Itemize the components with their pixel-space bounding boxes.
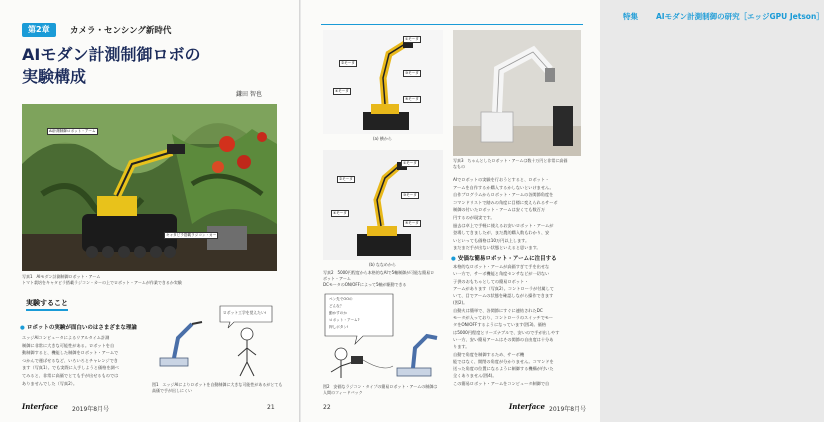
photo2-caption-line3: DCモータのON/OFFによって5軸が駆動できる bbox=[323, 282, 407, 287]
photo2b-label: ④モータ bbox=[333, 211, 347, 215]
body-line: ります。 bbox=[453, 344, 470, 350]
chapter-badge: 第2章 bbox=[22, 23, 56, 37]
body-line: (図2)。 bbox=[453, 300, 468, 306]
body-line: 制御に非常に大きな可能性がある。ロボットを自 bbox=[22, 342, 115, 348]
photo3-caption-line2: なもの bbox=[453, 164, 465, 169]
photo2a-label: ②モータ bbox=[341, 61, 355, 65]
photo1-callout-arm: AI計測制御ロボット・アーム bbox=[49, 129, 96, 133]
author-name: 鎌田 智也 bbox=[236, 91, 262, 98]
body-line: てみると、非常に高価でとても手が出せるものでは bbox=[22, 372, 119, 378]
article-title-line2: 実験構成 bbox=[22, 67, 87, 86]
figure2-speech-line: ロボット・アーム? bbox=[329, 318, 360, 322]
figure1-speech: ロボット工学を覚えたい! bbox=[223, 310, 267, 315]
photo2a-side-view bbox=[323, 30, 443, 134]
photo2-caption-line2: ボット・アーム bbox=[323, 276, 351, 281]
photo2a-drawing bbox=[323, 30, 443, 134]
photo2b-label: ①モータ bbox=[403, 161, 417, 165]
body-line: タをON/OFFするようになっています(図3)。価格 bbox=[453, 322, 547, 328]
body-line: 過去は卓上で手軽に使えるお安いロボット・アームが bbox=[453, 222, 554, 228]
body-line: 全くありません(図4)。 bbox=[453, 373, 497, 379]
figure2-caption-line2: 人間のフィードバック bbox=[323, 390, 363, 395]
body-line: は5000円程度とリーズナブルで、安いので手が出しやす bbox=[453, 329, 560, 335]
photo2a-label: ①モータ bbox=[405, 37, 419, 41]
body-line: アームを自作するか購入するかしないといけません。 bbox=[453, 184, 554, 190]
body-line: 子供のおもちゃとしての簡易ロボット・ bbox=[453, 278, 529, 284]
body-line: 自動火は簡単で、各関節にすぐに連結されたDC bbox=[453, 307, 543, 313]
footer-brand: Interface bbox=[509, 402, 546, 411]
figure2-illustration bbox=[323, 292, 445, 382]
robot-tomato-photo bbox=[22, 104, 277, 271]
footer-date: 2019年8月号 bbox=[72, 406, 110, 413]
body-line: 制御の付いたロボット・アームは安くても数百万 bbox=[453, 207, 546, 213]
photo2-caption-line1: 写真2 5000円程度から本格的なAIで5軸制御が可能な簡易ロ bbox=[323, 270, 435, 275]
photo2a-caption: (a) 横から bbox=[373, 136, 392, 141]
body-line: いといっても価格は10万円以上します。 bbox=[453, 237, 530, 243]
footer-date: 2019年8月号 bbox=[549, 406, 587, 413]
body-line: 登場してきましたが、まだ農的購入数もわかり、安 bbox=[453, 230, 550, 236]
body-line: エッジAIコンピュータによるリアルタイム計測 bbox=[22, 335, 110, 340]
photo3-caption-line1: 写真3 ちゃんとしたロボット・アームは数十万円と非常に高価 bbox=[453, 158, 568, 163]
body-line: ありませんでした（写真2）。 bbox=[22, 380, 78, 386]
figure2-speech-line: どんな？ bbox=[329, 304, 344, 308]
page-number: 21 bbox=[267, 404, 275, 411]
figure2-caption-line1: 図2 安価なラジコン・タイプの簡易ロボット・アームの制御は bbox=[323, 384, 438, 389]
figure2-speech-line: 動かすのか bbox=[329, 311, 347, 315]
photo2b-label: ⑤モータ bbox=[405, 221, 419, 225]
body-line: まだまだ手が出ない状態といえると思います。 bbox=[453, 245, 541, 251]
header-rule bbox=[321, 24, 583, 25]
body-line: 円するのが現実です。 bbox=[453, 214, 495, 220]
body-line: モータが入っており、コントローラのスイッチでモー bbox=[453, 315, 553, 321]
body-line: い一方で、サーボ機能と角度センサなどが一切ない bbox=[453, 271, 550, 277]
chapter-subtitle: カメラ・センシング新時代 bbox=[70, 26, 172, 36]
body-line: 自作プログラムからロボット・アームの各関節角度を bbox=[453, 192, 554, 198]
body-line: アームがあります（写真2）。コントローラが付属して bbox=[453, 285, 554, 291]
body-line: 本格的なロボット・アームが高価すぎて手を出せな bbox=[453, 264, 550, 269]
photo2b-label: ③モータ bbox=[403, 193, 417, 197]
body-line: ます（写真1）。でも実際に入手しようと価格を調べ bbox=[22, 365, 119, 371]
photo1-caption-line2: トマト栽培をキャタピラ搭載ラジコン・カーの上でロボット・アームが作業できるか実験 bbox=[22, 280, 182, 285]
photo2a-label: ③モータ bbox=[405, 71, 419, 75]
left-page bbox=[0, 0, 299, 422]
photo2a-label: ④モータ bbox=[335, 89, 349, 93]
figure1-illustration bbox=[152, 300, 282, 382]
section-heading: 実験すること bbox=[26, 298, 68, 311]
photo1-caption-line1: 写真1 AIモダン計測制御ロボット・アーム bbox=[22, 274, 101, 279]
figure1-caption-line1: 図1 エッジAIによりロボットを自動制御に大きな可能性があるがとても bbox=[152, 382, 283, 387]
page-number: 22 bbox=[323, 404, 331, 411]
right-body-para2 bbox=[453, 263, 583, 387]
photo2b-label: ②モータ bbox=[339, 177, 353, 181]
photo2b-caption: (b) ななめから bbox=[369, 262, 396, 267]
body-line: この簡易ロボット・アームをコンピュータ制御で自 bbox=[453, 380, 550, 386]
body-line: AIでロボットの実験を行おうとすると、ロボット・ bbox=[453, 177, 550, 182]
photo2b-angled-view bbox=[323, 150, 443, 260]
body-line: 送った角度の位置になるように制御する機構が付いた bbox=[453, 366, 554, 372]
bullet-heading: ● ロボットの実験が面白いのはさまざまな理論 bbox=[20, 323, 137, 331]
photo3-drawing bbox=[453, 30, 581, 156]
body-line: い一方、安い簡易アームはその関節の自由度は十分あ bbox=[453, 336, 554, 342]
photo3-industrial-arm bbox=[453, 30, 581, 156]
right-page bbox=[301, 0, 824, 422]
figure1-caption-line2: 高価で手が出しにくい bbox=[152, 388, 192, 393]
left-body-text bbox=[22, 334, 147, 387]
header-title: AIモダン計測制御の研究［エッジGPU Jetson］ bbox=[656, 12, 824, 21]
body-line: いて、目でアームの状態を確認しながら操作できます bbox=[453, 293, 554, 299]
body-line: コマンドリストで踏みの角度に目標に変えられるサーボ bbox=[453, 199, 558, 205]
right-bullet-heading: ● 安価な簡易ロボット・アームに注目する bbox=[451, 254, 557, 262]
footer-brand: Interface bbox=[22, 402, 59, 411]
body-line: つかんで運ばせるなど、いろいろとチャレンジでき bbox=[22, 357, 118, 363]
body-line: 自動で角度を制御するため、サーボ機 bbox=[453, 351, 525, 357]
article-title-line1: AIモダン計測制御ロボの bbox=[22, 45, 201, 64]
figure2-speech-line: ペン先でOOの bbox=[329, 297, 353, 301]
photo2a-label: ⑤モータ bbox=[405, 97, 419, 101]
body-line: 能ではなく、開閉の角度が分かりません。コマンドを bbox=[453, 358, 554, 364]
photo2b-drawing bbox=[323, 150, 443, 260]
right-body-para1 bbox=[453, 176, 583, 252]
body-line: 動制御すると、機能した制御をロボット・アームで bbox=[22, 350, 119, 356]
header-tag: 特集 bbox=[623, 12, 638, 21]
figure2-speech-line: 押しボタン! bbox=[329, 325, 349, 329]
photo1-callout-car: キャタピラ搭載ラジコン・カー bbox=[166, 233, 217, 237]
